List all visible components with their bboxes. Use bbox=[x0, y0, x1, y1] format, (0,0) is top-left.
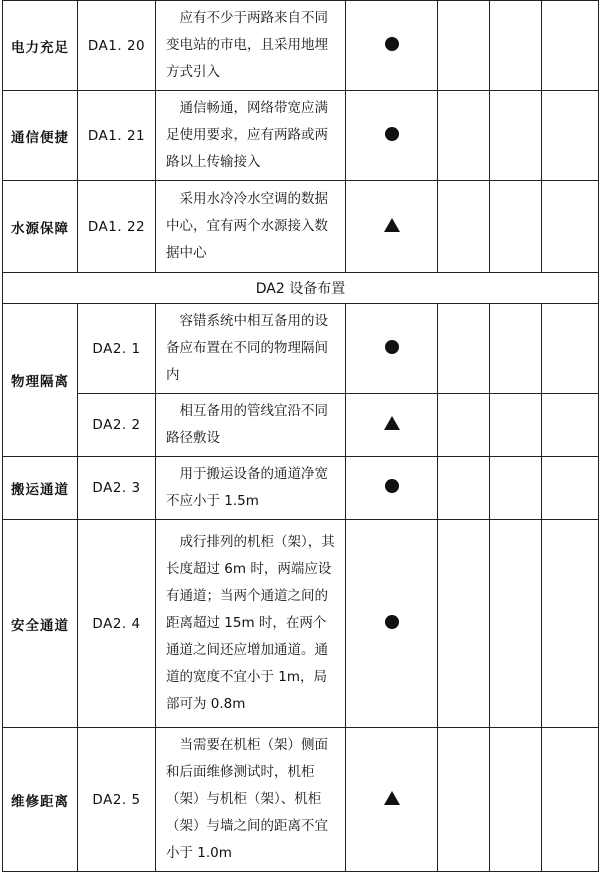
empty-cell bbox=[490, 394, 542, 457]
mark-cell bbox=[346, 304, 438, 394]
empty-cell bbox=[490, 520, 542, 728]
filled-triangle-icon bbox=[384, 791, 400, 805]
code-cell: DA2. 4 bbox=[78, 520, 156, 728]
empty-cell bbox=[438, 394, 490, 457]
section-header: DA2 设备布置 bbox=[3, 273, 599, 304]
mark-cell bbox=[346, 394, 438, 457]
empty-cell bbox=[542, 91, 599, 181]
table-row bbox=[3, 457, 599, 520]
mark-cell bbox=[346, 1, 438, 91]
description-cell: 用于搬运设备的通道净宽不应小于 1.5m bbox=[156, 457, 346, 520]
requirements-table bbox=[2, 0, 599, 872]
empty-cell bbox=[542, 1, 599, 91]
empty-cell bbox=[490, 728, 542, 872]
empty-cell bbox=[490, 181, 542, 273]
topic-cell: 物理隔离 bbox=[3, 304, 78, 457]
topic-cell: 水源保障 bbox=[3, 181, 78, 273]
empty-cell bbox=[438, 1, 490, 91]
description-cell: 应有不少于两路来自不同变电站的市电，且采用地埋方式引入 bbox=[156, 1, 346, 91]
code-cell: DA1. 20 bbox=[78, 1, 156, 91]
table-row bbox=[3, 394, 599, 457]
empty-cell bbox=[438, 91, 490, 181]
mark-cell bbox=[346, 520, 438, 728]
empty-cell bbox=[542, 520, 599, 728]
code-cell: DA2. 3 bbox=[78, 457, 156, 520]
section-header-row bbox=[3, 273, 599, 304]
table-row bbox=[3, 91, 599, 181]
code-cell: DA2. 5 bbox=[78, 728, 156, 872]
empty-cell bbox=[490, 1, 542, 91]
topic-cell: 搬运通道 bbox=[3, 457, 78, 520]
empty-cell bbox=[438, 457, 490, 520]
empty-cell bbox=[490, 457, 542, 520]
empty-cell bbox=[490, 91, 542, 181]
filled-circle-icon bbox=[385, 479, 399, 493]
empty-cell bbox=[438, 304, 490, 394]
table-row bbox=[3, 1, 599, 91]
code-cell: DA2. 1 bbox=[78, 304, 156, 394]
table-row bbox=[3, 728, 599, 872]
filled-triangle-icon bbox=[384, 416, 400, 430]
topic-cell: 电力充足 bbox=[3, 1, 78, 91]
topic-cell: 通信便捷 bbox=[3, 91, 78, 181]
description-cell: 通信畅通，网络带宽应满足使用要求，应有两路或两路以上传输接入 bbox=[156, 91, 346, 181]
code-cell: DA2. 2 bbox=[78, 394, 156, 457]
filled-circle-icon bbox=[385, 127, 399, 141]
empty-cell bbox=[438, 728, 490, 872]
empty-cell bbox=[542, 181, 599, 273]
empty-cell bbox=[542, 728, 599, 872]
description-cell: 当需要在机柜（架）侧面和后面维修测试时，机柜（架）与机柜（架）、机柜（架）与墙之间的距离不宜小于 1.0m bbox=[156, 728, 346, 872]
code-cell: DA1. 22 bbox=[78, 181, 156, 273]
empty-cell bbox=[542, 457, 599, 520]
filled-circle-icon bbox=[385, 615, 399, 629]
empty-cell bbox=[542, 304, 599, 394]
description-cell: 相互备用的管线宜沿不同路径敷设 bbox=[156, 394, 346, 457]
code-cell: DA1. 21 bbox=[78, 91, 156, 181]
filled-circle-icon bbox=[385, 340, 399, 354]
table-row bbox=[3, 520, 599, 728]
description-cell: 采用水冷冷水空调的数据中心，宜有两个水源接入数据中心 bbox=[156, 181, 346, 273]
mark-cell bbox=[346, 91, 438, 181]
description-cell: 成行排列的机柜（架），其长度超过 6m 时，两端应设有通道；当两个通道之间的距离超过 15m 时，在两个通道之间还应增加通道。通道的宽度不宜小于 1m，局部可为 0.8m bbox=[156, 520, 346, 728]
table-row bbox=[3, 304, 599, 394]
empty-cell bbox=[438, 520, 490, 728]
mark-cell bbox=[346, 728, 438, 872]
filled-triangle-icon bbox=[384, 218, 400, 232]
mark-cell bbox=[346, 181, 438, 273]
topic-cell: 维修距离 bbox=[3, 728, 78, 872]
empty-cell bbox=[542, 394, 599, 457]
table-row bbox=[3, 181, 599, 273]
description-cell: 容错系统中相互备用的设备应布置在不同的物理隔间内 bbox=[156, 304, 346, 394]
mark-cell bbox=[346, 457, 438, 520]
topic-cell: 安全通道 bbox=[3, 520, 78, 728]
empty-cell bbox=[438, 181, 490, 273]
filled-circle-icon bbox=[385, 37, 399, 51]
empty-cell bbox=[490, 304, 542, 394]
